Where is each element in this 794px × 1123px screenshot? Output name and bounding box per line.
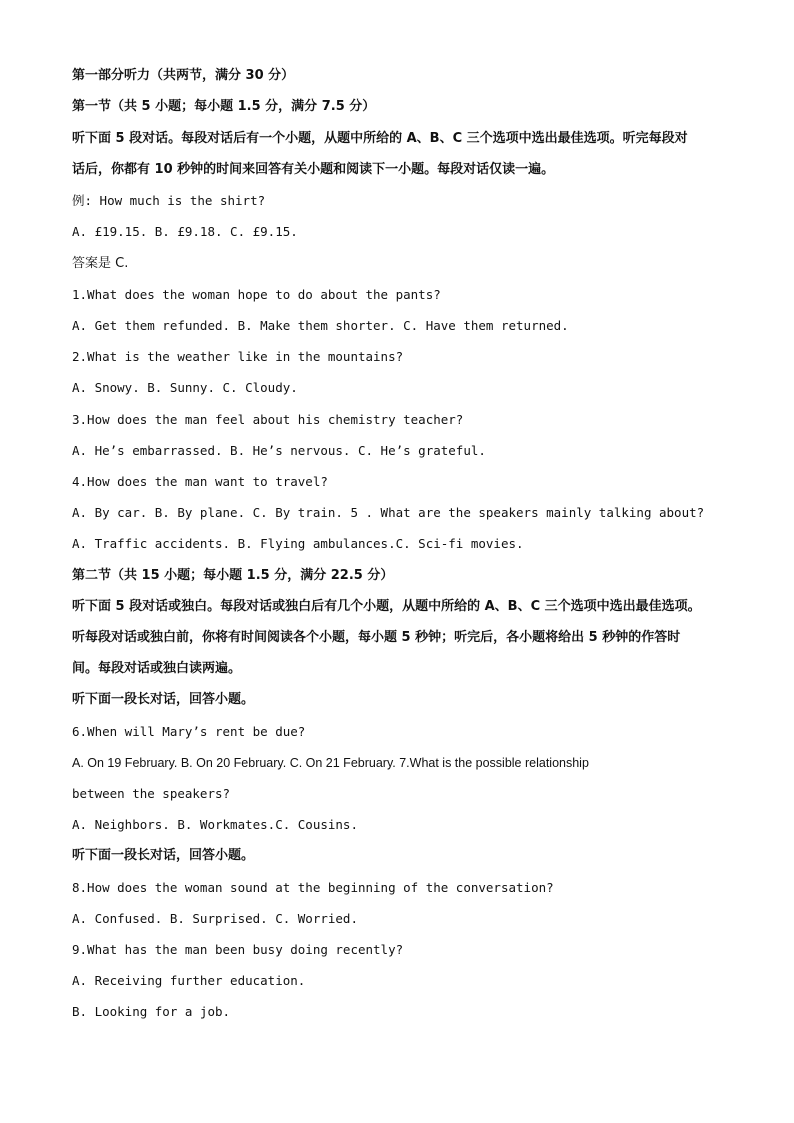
section-two-instructions-line-3: 间。每段对话或独白读两遍。 [72,661,242,676]
question-6: 6.When will Mary’s rent be due? [72,724,306,739]
question-3: 3.How does the man feel about his chemistry teacher? [72,412,464,427]
example-answer: 答案是 C. [72,256,129,271]
part-one-heading: 第一部分听力（共两节，满分 30 分） [72,68,295,83]
question-3-options: A. He’s embarrassed. B. He’s nervous. C. He’s grateful. [72,443,486,458]
example-options: A. £19.15. B. £9.18. C. £9.15. [72,224,298,239]
question-8: 8.How does the woman sound at the beginning of the conversation? [72,880,554,895]
section-one-instructions-line-1: 听下面 5 段对话。每段对话后有一个小题，从题中所给的 A、B、C 三个选项中选出最佳选项。听完每段对 [72,131,688,146]
question-5-options: A. Traffic accidents. B. Flying ambulances.C. Sci-fi movies. [72,536,524,551]
question-8-options: A. Confused. B. Surprised. C. Worried. [72,911,358,926]
section-one-instructions-line-2: 话后，你都有 10 秒钟的时间来回答有关小题和阅读下一小题。每段对话仅读一遍。 [72,162,555,177]
section-one-heading: 第一节（共 5 小题；每小题 1.5 分，满分 7.5 分） [72,99,376,114]
question-1-options: A. Get them refunded. B. Make them shorter. C. Have them returned. [72,318,569,333]
long-dialogue-instruction-1: 听下面一段长对话，回答小题。 [72,692,255,707]
question-9-option-b: B. Looking for a job. [72,1004,231,1019]
section-two-heading: 第二节（共 15 小题；每小题 1.5 分，满分 22.5 分） [72,568,394,583]
question-2-options: A. Snowy. B. Sunny. C. Cloudy. [72,380,298,395]
section-two-instructions-line-1: 听下面 5 段对话或独白。每段对话或独白后有几个小题，从题中所给的 A、B、C 三个选项中选出最佳选项。 [72,599,701,614]
long-dialogue-instruction-2: 听下面一段长对话，回答小题。 [72,848,255,863]
question-1: 1.What does the woman hope to do about the pants? [72,287,441,302]
question-7-continued: between the speakers? [72,786,231,801]
question-9: 9.What has the man been busy doing recently? [72,942,404,957]
section-two-instructions-line-2: 听每段对话或独白前，你将有时间阅读各个小题，每小题 5 秒钟；听完后，各小题将给出 5 秒钟的作答时 [72,630,681,645]
question-6-options-and-question-7: A. On 19 February. B. On 20 February. C. On 21 February. 7.What is the possible relationship [72,756,589,770]
question-7-options: A. Neighbors. B. Workmates.C. Cousins. [72,817,358,832]
question-4-options-and-question-5: A. By car. B. By plane. C. By train. 5 . What are the speakers mainly talking about? [72,505,705,520]
question-9-option-a: A. Receiving further education. [72,973,306,988]
question-2: 2.What is the weather like in the mountains? [72,349,404,364]
example-question: 例: How much is the shirt? [72,193,266,208]
question-4: 4.How does the man want to travel? [72,474,328,489]
